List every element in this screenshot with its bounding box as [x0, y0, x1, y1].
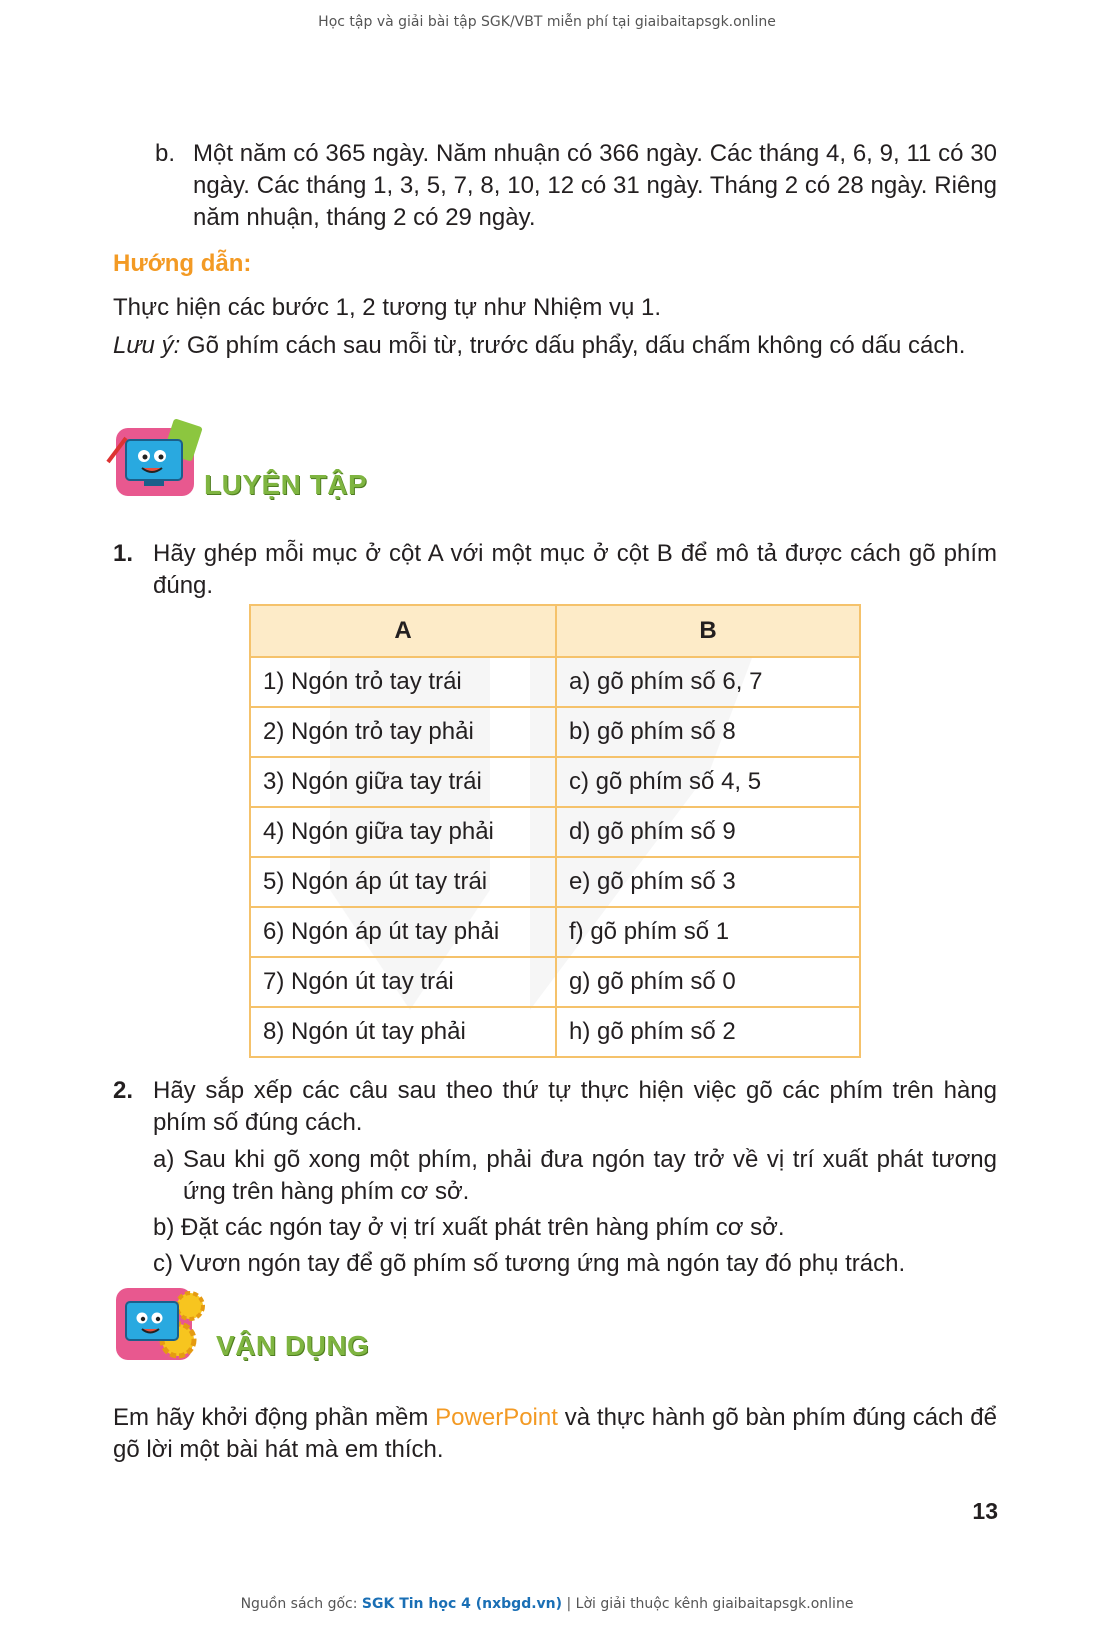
question-2-text: Hãy sắp xếp các câu sau theo thứ tự thực hiện việc gõ các phím trên hàng phím số đúng cách.	[153, 1077, 997, 1136]
monitor-mascot-pencil-icon	[104, 418, 204, 504]
table-cell-b: b) gõ phím số 8	[556, 707, 860, 757]
item-b-text: Một năm có 365 ngày. Năm nhuận có 366 ngày. Các tháng 4, 6, 9, 11 có 30 ngày. Các tháng 1, 3, 5, 7, 8, 10, 12 có 31 ngày. Tháng 2 có 28 ngày. Riêng năm nhuận, tháng 2 có 29 ngày.	[193, 140, 997, 231]
question-2-number: 2.	[113, 1077, 134, 1104]
table-row	[250, 657, 860, 707]
guide-step: Thực hiện các bước 1, 2 tương tự như Nhiệm vụ 1.	[113, 294, 662, 321]
column-a-header: A	[250, 605, 556, 657]
note-text: Gõ phím cách sau mỗi từ, trước dấu phẩy, dấu chấm không có dấu cách.	[180, 332, 966, 359]
page-header: Học tập và giải bài tập SGK/VBT miễn phí tại giaibaitapsgk.online	[318, 14, 776, 30]
matching-table	[249, 604, 861, 1058]
table-cell-b: g) gõ phím số 0	[556, 957, 860, 1007]
column-b-header: B	[556, 605, 860, 657]
table-cell-b: h) gõ phím số 2	[556, 1007, 860, 1057]
page-footer	[0, 1596, 1094, 1612]
table-cell-a: 7) Ngón út tay trái	[250, 957, 556, 1007]
item-b-label: b.	[155, 140, 176, 167]
apply-section-title: VẬN DỤNG	[216, 1330, 370, 1361]
table-cell-b: f) gõ phím số 1	[556, 907, 860, 957]
table-header-row	[250, 605, 860, 657]
footer-source-link[interactable]: SGK Tin học 4 (nxbgd.vn)	[361, 1596, 563, 1612]
apply-text-after: và thực hành gõ bàn phím đúng cách để gõ lời một bài hát mà em thích.	[113, 1404, 998, 1463]
table-cell-a: 1) Ngón trỏ tay trái	[250, 657, 556, 707]
option-a-label: a)	[153, 1146, 175, 1173]
table-cell-b: c) gõ phím số 4, 5	[556, 757, 860, 807]
note-label: Lưu ý:	[113, 332, 181, 359]
table-cell-a: 8) Ngón út tay phải	[250, 1007, 556, 1057]
table-row	[250, 957, 860, 1007]
practice-section-title: LUYỆN TẬP	[204, 469, 368, 500]
table-cell-a: 5) Ngón áp út tay trái	[250, 857, 556, 907]
footer-suffix: | Lời giải thuộc kênh giaibaitapsgk.online	[562, 1596, 854, 1612]
table-row	[250, 707, 860, 757]
table-cell-b: d) gõ phím số 9	[556, 807, 860, 857]
table-cell-a: 6) Ngón áp út tay phải	[250, 907, 556, 957]
question-1-text: Hãy ghép mỗi mục ở cột A với một mục ở cột B để mô tả được cách gõ phím đúng.	[153, 540, 997, 599]
option-b-text: b) Đặt các ngón tay ở vị trí xuất phát trên hàng phím cơ sở.	[153, 1214, 785, 1241]
table-row	[250, 1007, 860, 1057]
powerpoint-highlight: PowerPoint	[435, 1404, 558, 1431]
guide-note	[113, 330, 997, 362]
option-a-text: Sau khi gõ xong một phím, phải đưa ngón tay trở về vị trí xuất phát tương ứng trên hàng phím cơ sở.	[183, 1146, 997, 1205]
table-row	[250, 907, 860, 957]
table-row	[250, 857, 860, 907]
table-cell-a: 4) Ngón giữa tay phải	[250, 807, 556, 857]
footer-prefix: Nguồn sách gốc:	[240, 1596, 362, 1612]
apply-text-before: Em hãy khởi động phần mềm	[113, 1404, 436, 1431]
monitor-mascot-gears-icon	[112, 1282, 208, 1366]
question-1-number: 1.	[113, 540, 134, 567]
table-row	[250, 807, 860, 857]
table-row	[250, 757, 860, 807]
table-cell-b: a) gõ phím số 6, 7	[556, 657, 860, 707]
page-number: 13	[972, 1498, 998, 1524]
table-cell-a: 2) Ngón trỏ tay phải	[250, 707, 556, 757]
apply-text	[113, 1402, 997, 1466]
table-cell-a: 3) Ngón giữa tay trái	[250, 757, 556, 807]
option-c-text: c) Vươn ngón tay để gõ phím số tương ứng mà ngón tay đó phụ trách.	[153, 1250, 906, 1277]
guide-heading: Hướng dẫn:	[113, 250, 252, 277]
table-cell-b: e) gõ phím số 3	[556, 857, 860, 907]
